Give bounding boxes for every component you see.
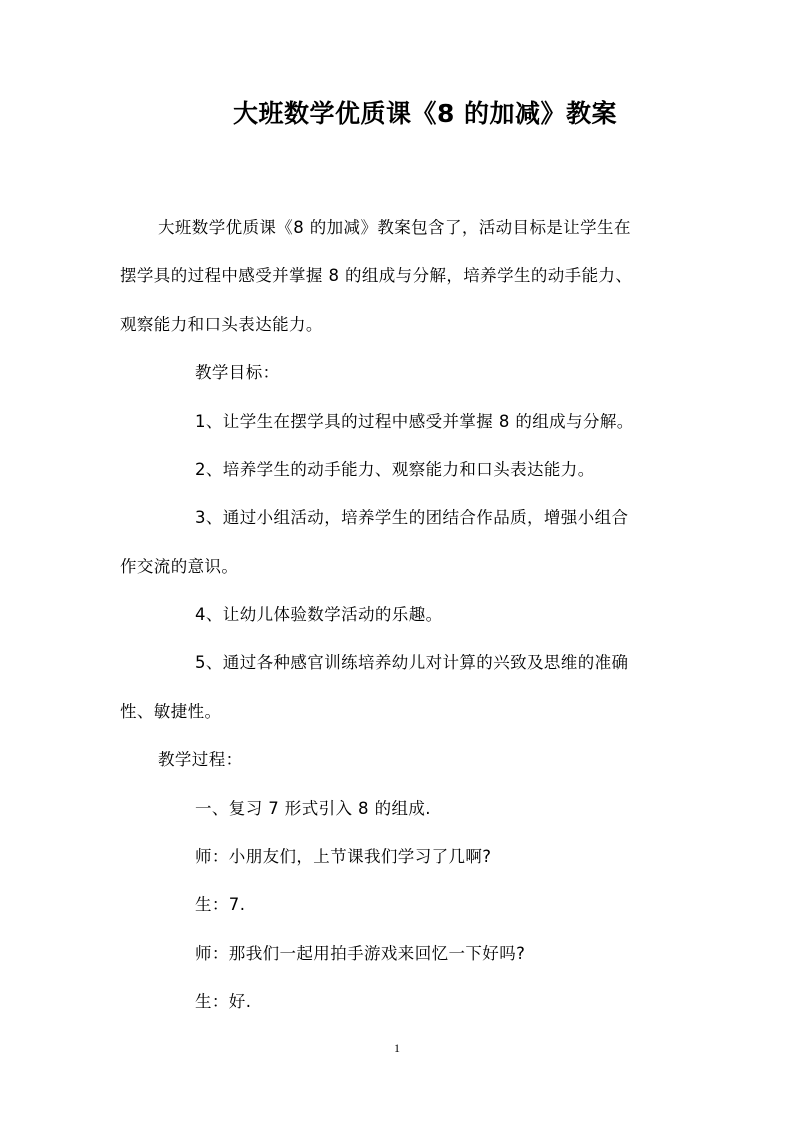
dialogue-line-4: 生：好.: [195, 992, 252, 1011]
intro-paragraph-line-3: 观察能力和口头表达能力。: [120, 315, 323, 334]
document-title: 大班数学优质课《8 的加减》教案: [232, 99, 618, 128]
page-number: 1: [394, 1041, 400, 1055]
intro-paragraph-line-2: 摆学具的过程中感受并掌握 8 的组成与分解，培养学生的动手能力、: [120, 266, 633, 285]
goal-item-3-line-2: 作交流的意识。: [120, 557, 239, 576]
intro-paragraph-line-1: 大班数学优质课《8 的加减》教案包含了，活动目标是让学生在: [158, 218, 631, 237]
goal-item-4: 4、让幼儿体验数学活动的乐趣。: [195, 605, 443, 624]
goal-item-5-line-2: 性、敏捷性。: [120, 702, 222, 721]
goal-item-5-line-1: 5、通过各种感官训练培养幼儿对计算的兴致及思维的准确: [195, 653, 629, 672]
section-heading-goals: 教学目标：: [195, 363, 280, 382]
goal-item-3-line-1: 3、通过小组活动，培养学生的团结合作品质，增强小组合: [195, 508, 629, 527]
goal-item-1: 1、让学生在摆学具的过程中感受并掌握 8 的组成与分解。: [195, 412, 634, 431]
dialogue-line-2: 生：7.: [195, 895, 246, 914]
section-heading-process: 教学过程：: [158, 750, 243, 769]
process-step-1: 一、复习 7 形式引入 8 的组成.: [195, 799, 431, 818]
goal-item-2: 2、培养学生的动手能力、观察能力和口头表达能力。: [195, 460, 595, 479]
dialogue-line-3: 师：那我们一起用拍手游戏来回忆一下好吗?: [195, 944, 526, 963]
dialogue-line-1: 师：小朋友们，上节课我们学习了几啊?: [195, 847, 492, 866]
